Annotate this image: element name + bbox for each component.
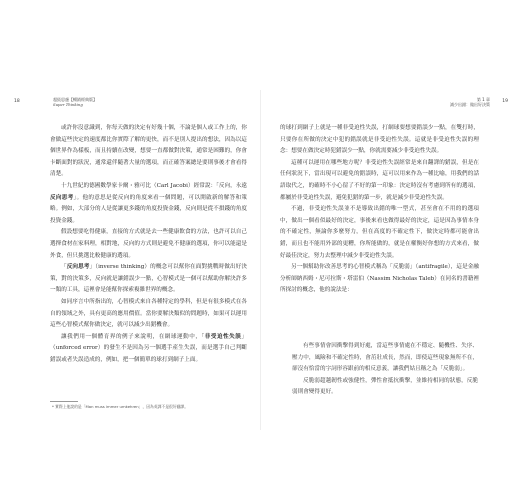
- paragraph: 假設想要吃得健康，直接的方式就是去一些健康飲食的方法，也許可以自己選擇食材在家料理，相對地，反向的方式則是避免不健康的選項，你可以能還是外食，但只挑選比較健康的選項。: [50, 229, 247, 259]
- footnote: [52, 404, 188, 410]
- right-body: [280, 123, 479, 297]
- paragraph: 「反向思考」（inverse thinking）的概念可以幫你在面對挑戰時做出好決策，對的決策多，反向就是讓錯誤少一點，心智模式是一個可以幫助你解決許多一類的工具，這裡會是能幫你探索複雜世界的概念。: [50, 264, 247, 294]
- chapter-label: 第 1 章: [476, 97, 490, 102]
- page-number: 18: [14, 99, 20, 104]
- chapter-title: 減少出錯：做出好決策: [450, 102, 490, 107]
- running-head: [53, 97, 97, 107]
- highlighted-term: 反向思考: [66, 264, 90, 271]
- paragraph: 另一個幫助你改善思考的心智模式稱為「反脆弱」（antifragile），這是金融分析師納西姆・尼可拉斯・塔雷伯（Nassim Nicholas Taleb）在同名的書籍裡所探討的概念，他的說法是：: [280, 264, 479, 294]
- quote-paragraph: 有些事情會因衝擊得到好處，當這些事情處在不穩定、隨機性、失序、壓力中，風險和不確定性時，會茁壯成長，然而，即使這些現象無所不在，卻沒有恰當的字詞形容跟前的相反意義，讓我們姑且稱之為「反脆弱」。: [292, 343, 478, 373]
- paragraph: 如同序言中所指出的，心智模式來自各種特定的學科，但是有很多模式在各自的領域之外，具有更高的應用價值。當你要解決類似的問題時，如果可以運用這些心智模式幫你做決定，就可以減少出錯機會。: [50, 298, 247, 329]
- highlighted-term: 非受迫性失誤: [204, 333, 242, 340]
- paragraph: 的球打到網子上就是一種非受迫性失誤，打網球要想要錯誤少一點，在雙打時，只要你在所做的決定中犯的錯誤就是非受迫性失誤。這就是非受迫性失誤的理念：想要在做決定時犯錯誤少一點，你就需要減少非受迫性失誤。: [280, 125, 479, 155]
- footnote-rule: [50, 401, 78, 402]
- footnote-marker: *: [52, 404, 54, 409]
- highlighted-term: 反向思考: [50, 194, 74, 201]
- paragraph: 這種可以運用在哪些地方呢？非受迫性失誤經常是來自翻譯的錯誤，但是在任何狀況下，當出現可以避免的錯誤時，這可以用來作為一種比喻，用我們的話語取代之，的確時不小心留了不好的第一印象：決定時沒有考慮到所有的選項，都屬於非受迫性失誤，避免犯錯的第一步，就是減少非受迫性失誤。: [280, 159, 479, 201]
- page-number: 19: [502, 99, 508, 104]
- paragraph: 讓我們用一個體育界的例子來說明，在網球運動中，「非受迫性失誤」（unforced error）的發生不是因為另一個選手產生失誤，而是選手自己判斷錯誤或者失誤造成的，例如，把一個簡單的球打到網子上面。: [50, 333, 247, 363]
- book-title-english: Super Thinking: [53, 102, 83, 107]
- left-body: [50, 123, 247, 366]
- block-quote: [292, 341, 478, 399]
- footnote-text: 實際上他說的是「Man muss immer umkehren」，因為英譯不是很好翻譯。: [55, 404, 189, 409]
- right-page: [262, 0, 520, 500]
- quote-paragraph: 反脆弱超越韌性或強健性，彈性會抵抗衝擊，並維持相同的狀態，反脆弱則會變得更好。: [292, 377, 478, 396]
- book-title: 超級思慮【暢銷經典版】: [53, 97, 97, 102]
- running-head: [450, 97, 490, 107]
- paragraph: 十九世紀的德國數學家卡爾・雅可比（Carl Jacobi）經常說：「反向，永遠反向思考」。他的意思是從反向的角度來看一個問題，可以開啟新的解答和策略。例如，大部分的人是從讓更多錢的角度投資金錢，反向則是從不損錢的角度投資金錢。: [50, 182, 247, 224]
- gutter: [260, 90, 261, 430]
- paragraph: 或許你沒意識到，你每天做的決定有好幾十個，不論是個人或工作上的，你會做這些決定的速度都比你實際了解的更快，而不是別人提出的想法，因為以這個世界作為樣板，而且持續在改變，想要一直都做對決策，通常是困難的，你會卡斷面對的狀況，通常還伴隨著大量的選項，而正確答案總是要則事後才會看得清楚。: [50, 125, 247, 178]
- paragraph: 不過，非受迫性失誤並不是導致出錯的唯一型式，甚至會在不用的的選項中，做出一個看似最好的決定，事後來看也做得最好的決定，這是因為事情本身的不確定性，無論你多麼努力，但在高度的不確定性下，做決定時都可能會出錯，而且也不能用外部的更糟，你所能做的，就是在權衡好你想的方式來看，做好最佳決定，努力去整理中減少非受迫性失誤。: [280, 206, 479, 259]
